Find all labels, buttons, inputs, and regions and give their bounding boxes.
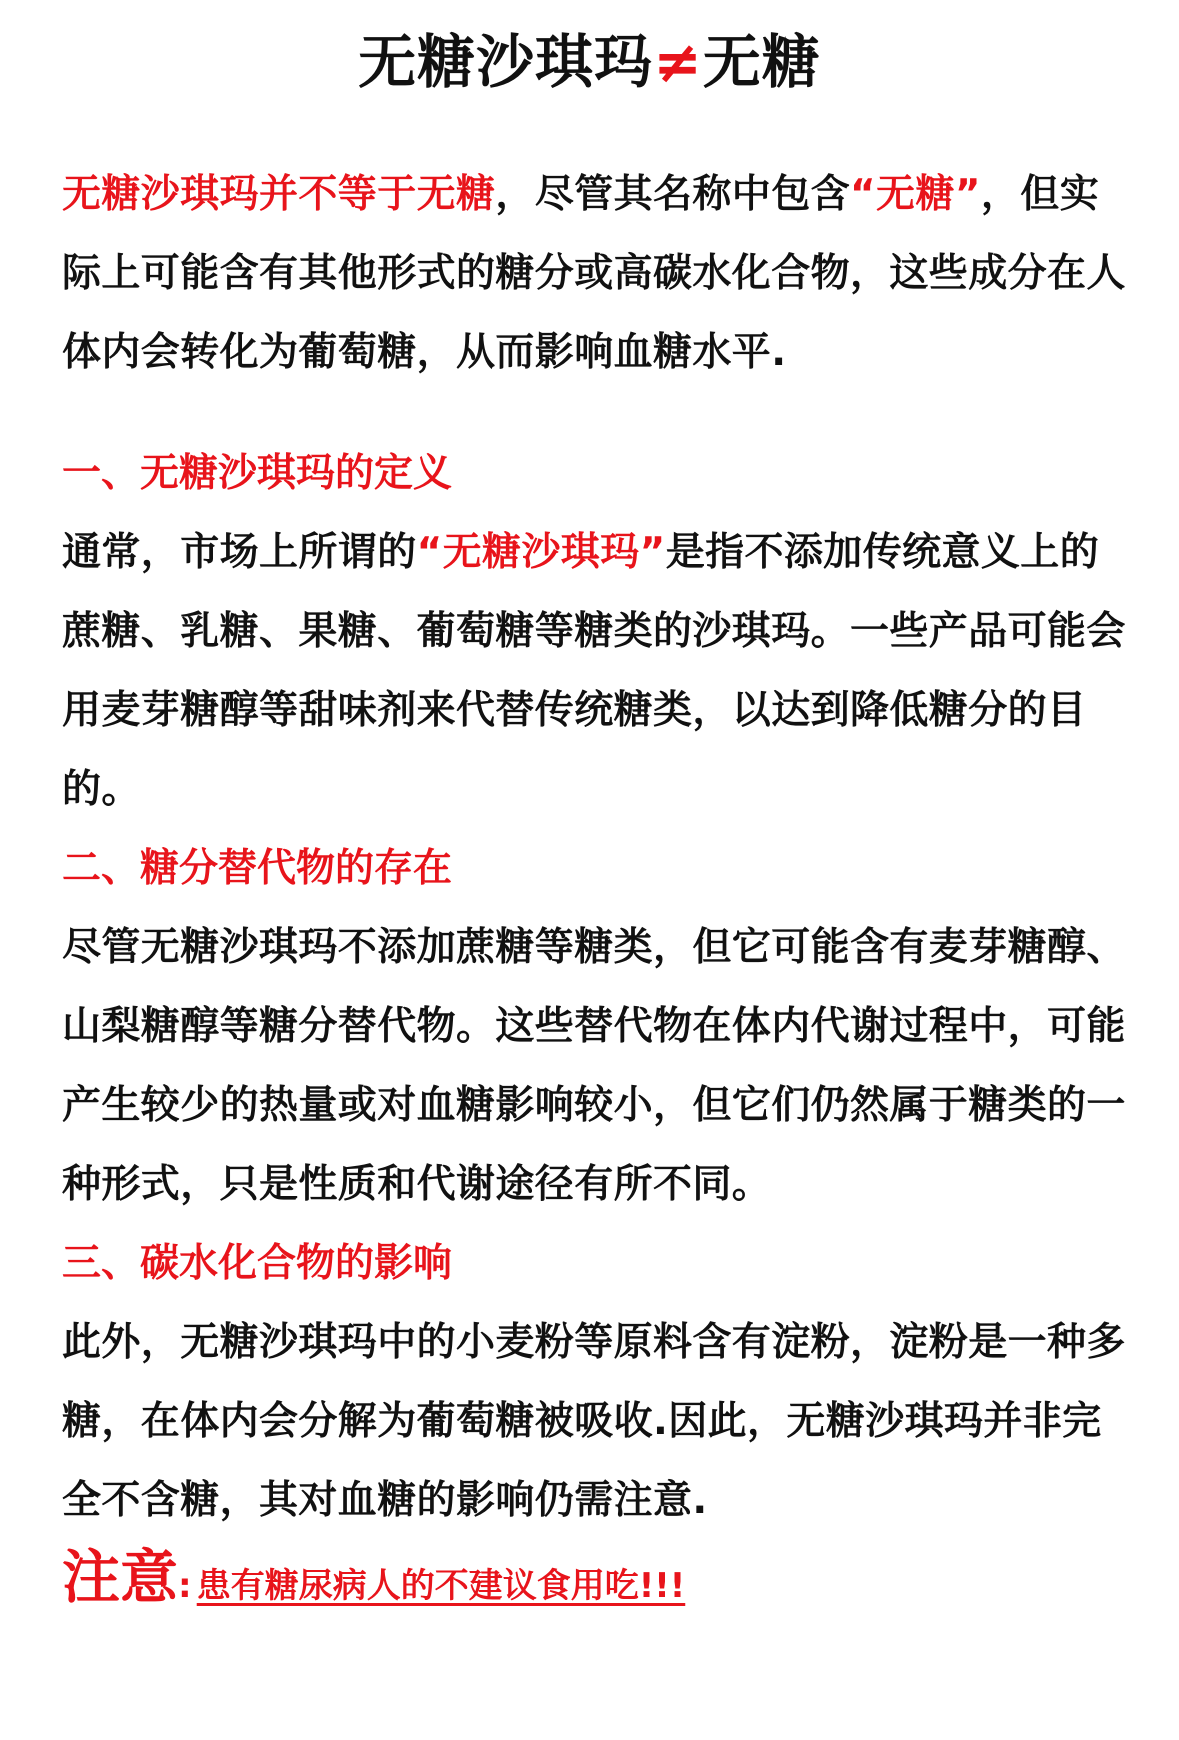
- section-1-text-b: 是指不添加传统意义上的蔗糖、乳糖、果糖、葡萄糖等糖类的沙琪玛。一些产品可能会用麦芽糖醇等甜味剂来代替传统糖类，以达到降低糖分的目的。: [62, 530, 1126, 812]
- article-body: [62, 155, 1127, 1540]
- section-1-paragraph: [62, 513, 1127, 829]
- title-right: 无糖: [702, 28, 821, 96]
- title-left: 无糖沙琪玛: [358, 28, 654, 96]
- intro-text-a: ，尽管其名称中包含: [495, 172, 851, 217]
- section-3-paragraph: 此外，无糖沙琪玛中的小麦粉等原料含有淀粉，淀粉是一种多糖，在体内会分解为葡萄糖被吸收.因此，无糖沙琪玛并非完全不含糖，其对血糖的影响仍需注意.: [62, 1320, 1126, 1523]
- warning-note: [62, 1530, 1127, 1614]
- intro-text-b: ，但实际上可能含有其他形式的糖分或高碳水化合物，这些成分在人体内会转化为葡萄糖，从而影响血糖水平.: [62, 172, 1126, 375]
- spacer: [62, 392, 1127, 434]
- section-2-paragraph: 尽管无糖沙琪玛不添加蔗糖等糖类，但它可能含有麦芽糖醇、山梨糖醇等糖分替代物。这些替代物在体内代谢过程中，可能产生较少的热量或对血糖影响较小，但它们仍然属于糖类的一种形式，只是性质和代谢途径有所不同。: [62, 925, 1126, 1207]
- note-text: 患有糖尿病人的不建议食用吃!!!: [196, 1566, 686, 1606]
- section-3-heading: 三、碳水化合物的影响: [62, 1241, 453, 1286]
- note-colon: :: [178, 1566, 192, 1606]
- section-1-text-a: 通常，市场上所谓的: [62, 530, 417, 575]
- section-1-quote: “无糖沙琪玛”: [416, 530, 666, 575]
- not-equal-symbol: ≠: [653, 28, 703, 96]
- page-title: [0, 22, 1179, 102]
- section-1-heading: 一、无糖沙琪玛的定义: [62, 451, 453, 496]
- note-label: 注意: [62, 1543, 179, 1611]
- intro-highlight: 无糖沙琪玛并不等于无糖: [62, 172, 496, 217]
- intro-quote: “无糖”: [850, 172, 981, 217]
- intro-paragraph: [62, 155, 1127, 392]
- section-2-heading: 二、糖分替代物的存在: [62, 846, 453, 891]
